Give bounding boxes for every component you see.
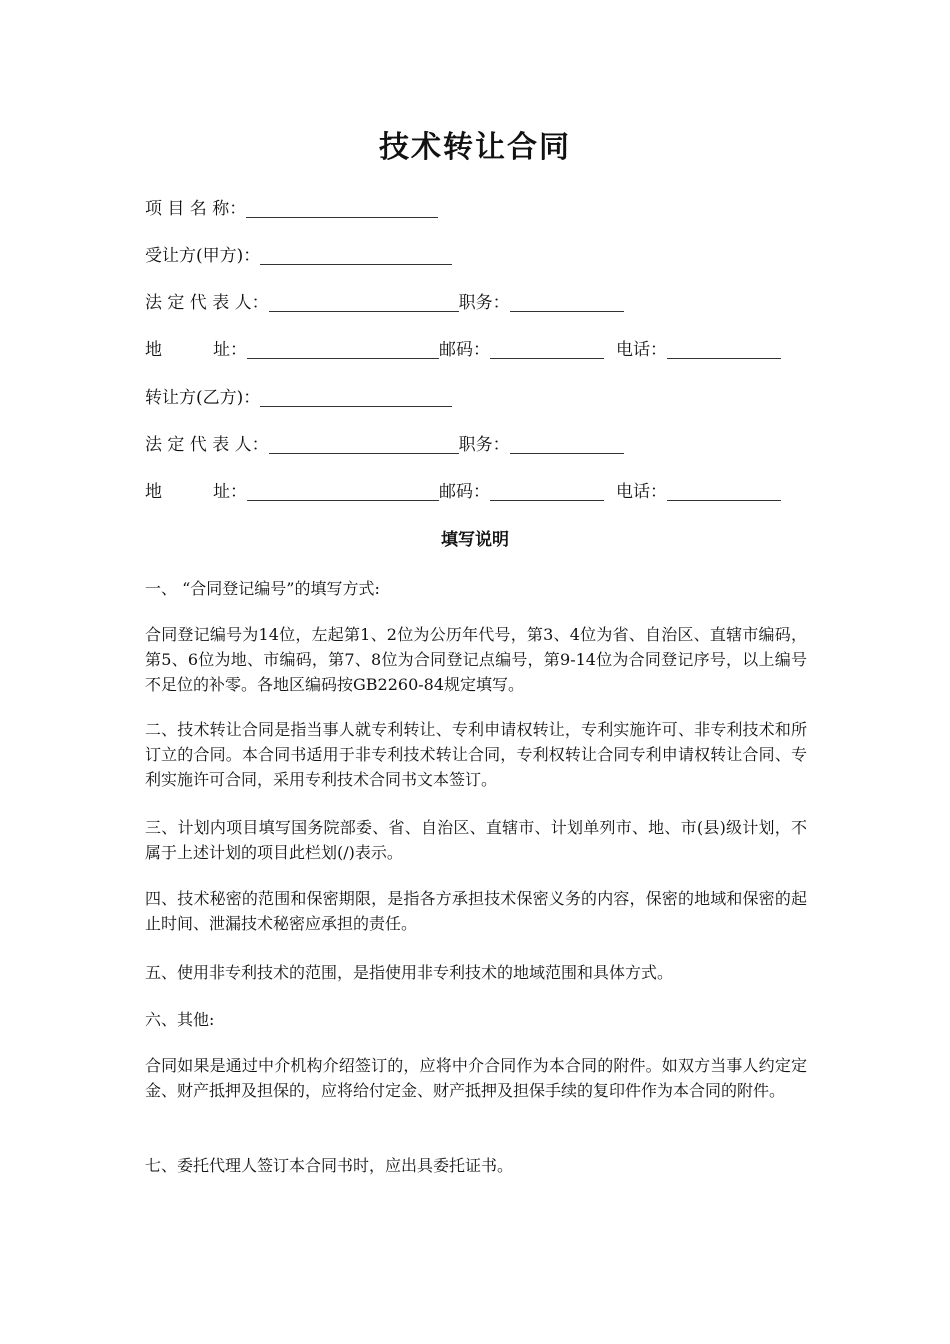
- instructions-heading: 填写说明: [441, 530, 509, 550]
- transferee-row: [145, 244, 452, 268]
- legal-rep-label-b: 法 定 代 表 人：: [145, 435, 269, 455]
- instruction-paragraph: 四、技术秘密的范围和保密期限，是指各方承担技术保密义务的内容，保密的地域和保密的起止时间、泄漏技术秘密应承担的责任。: [145, 889, 807, 933]
- phone-blank-a[interactable]: [667, 340, 781, 359]
- project-name-label: 项 目 名 称：: [145, 199, 247, 219]
- position-label-a: 职务：: [458, 293, 510, 313]
- address-label-b: 地 址：: [145, 482, 247, 502]
- postcode-blank-a[interactable]: [490, 340, 604, 359]
- project-name-blank[interactable]: [246, 199, 438, 218]
- position-blank-b[interactable]: [510, 435, 624, 454]
- address-blank-b[interactable]: [247, 482, 439, 501]
- instruction-paragraph: 一、 “合同登记编号”的填写方式:: [145, 579, 380, 598]
- address-row-b: [145, 480, 781, 504]
- instruction-paragraph: 合同如果是通过中介机构介绍签订的，应将中介合同作为本合同的附件。如双方当事人约定定金、财产抵押及担保的，应将给付定金、财产抵押及担保手续的复印件作为本合同的附件。: [145, 1056, 807, 1100]
- address-label-a: 地 址：: [145, 340, 247, 360]
- legal-rep-blank-a[interactable]: [269, 293, 459, 312]
- postcode-label-b: 邮码：: [439, 482, 490, 502]
- instruction-paragraph: 三、计划内项目填写国务院部委、省、自治区、直辖市、计划单列市、地、市(县)级计划，不属于上述计划的项目此栏划(/)表示。: [145, 818, 807, 862]
- phone-label-b: 电话：: [616, 482, 667, 502]
- legal-rep-blank-b[interactable]: [269, 435, 459, 454]
- instruction-paragraph: 五、使用非专利技术的范围，是指使用非专利技术的地域范围和具体方式。: [145, 963, 674, 982]
- transferor-row: [145, 386, 452, 410]
- instruction-paragraph: 六、其他:: [145, 1010, 215, 1029]
- position-blank-a[interactable]: [510, 293, 624, 312]
- position-label-b: 职务：: [458, 435, 510, 455]
- address-blank-a[interactable]: [247, 340, 439, 359]
- instruction-paragraph: 合同登记编号为14位，左起第1、2位为公历年代号，第3、4位为省、自治区、直辖市编码，第5、6位为地、市编码，第7、8位为合同登记点编号，第9-14位为合同登记序号，以上编号不足位的补零。各地区编码按GB2260-84规定填写。: [145, 625, 807, 694]
- phone-label-a: 电话：: [616, 340, 667, 360]
- transferor-blank[interactable]: [260, 388, 452, 407]
- transferor-label: 转让方(乙方)：: [145, 388, 261, 408]
- legal-rep-row-b: [145, 433, 624, 457]
- legal-rep-row-a: [145, 291, 624, 315]
- transferee-blank[interactable]: [260, 246, 452, 265]
- transferee-label: 受让方(甲方)：: [145, 246, 261, 266]
- phone-blank-b[interactable]: [667, 482, 781, 501]
- postcode-label-a: 邮码：: [439, 340, 490, 360]
- address-row-a: [145, 338, 781, 362]
- instruction-paragraph: 二、技术转让合同是指当事人就专利转让、专利申请权转让，专利实施许可、非专利技术和所订立的合同。本合同书适用于非专利技术转让合同，专利权转让合同专利申请权转让合同、专利实施许可合同，采用专利技术合同书文本签订。: [145, 720, 807, 789]
- legal-rep-label-a: 法 定 代 表 人：: [145, 293, 269, 313]
- instruction-paragraph: 七、委托代理人签订本合同书时，应出具委托证书。: [145, 1156, 514, 1175]
- postcode-blank-b[interactable]: [490, 482, 604, 501]
- document-title: 技术转让合同: [379, 130, 571, 165]
- project-name-row: [145, 197, 438, 221]
